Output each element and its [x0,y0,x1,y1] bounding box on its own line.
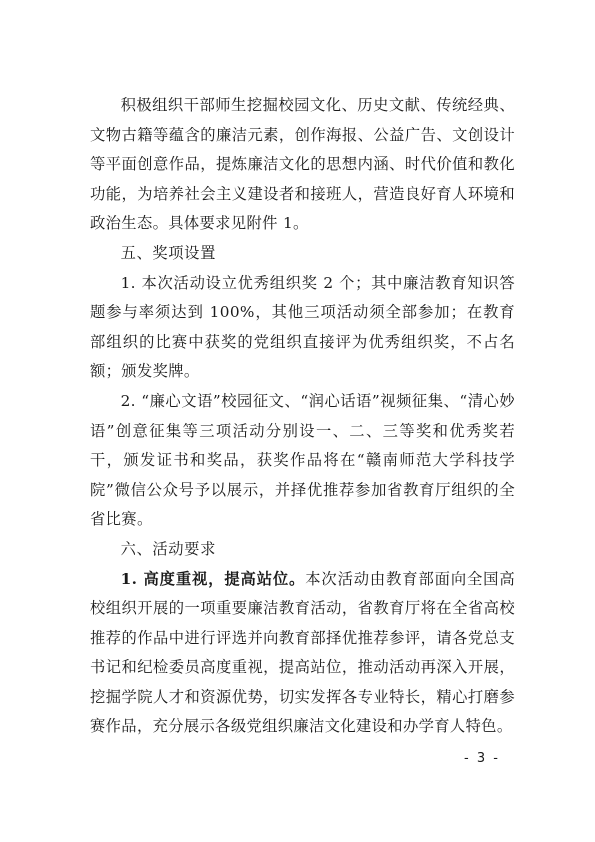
page-number: - 3 - [464,751,500,766]
requirement-item-1 [90,565,515,743]
intro-paragraph: 积极组织干部师生挖掘校园文化、历史文献、传统经典、文物古籍等蕴含的廉洁元素，创作海报、公益广告、文创设计等平面创意作品，提炼廉洁文化的思想内涵、时代价值和教化功能，为培养社会主义建设者和接班人，营造良好育人环境和政治生态。具体要求见附件 1。 [90,96,515,233]
section-heading-awards: 五、奖项设置 [120,243,216,262]
requirement-item-1-body: 本次活动由教育部面向全国高校组织开展的一项重要廉洁教育活动，省教育厅将在全省高校推荐的作品中进行评选并向教育部择优推荐参评，请各党总支书记和纪检委员高度重视，提高站位，推动活动再深入开展，挖掘学院人才和资源优势，切实发挥各专业特长，精心打磨参赛作品，充分展示各级党组织廉洁文化建设和办学育人特色。 [90,569,515,736]
award-item-2: 2. “廉心文语”校园征文、“润心话语”视频征集、“清心妙语”创意征集等三项活动分别设一、二、三等奖和优秀奖若干，颁发证书和奖品，获奖作品将在“赣南师范大学科技学院”微信公众号予以展示，并择优推荐参加省教育厅组织的全省比赛。 [90,391,515,529]
requirement-item-1-lead: 1. 高度重视，提高站位。 [120,569,306,588]
award-item-1: 1. 本次活动设立优秀组织奖 2 个；其中廉洁教育知识答题参与率须达到 100%，其他三项活动须全部参加；在教育部组织的比赛中获奖的党组织直接评为优秀组织奖，不占名额；颁发奖牌。 [90,273,515,381]
document-body [90,91,515,742]
section-heading-requirements: 六、活动要求 [120,539,216,558]
